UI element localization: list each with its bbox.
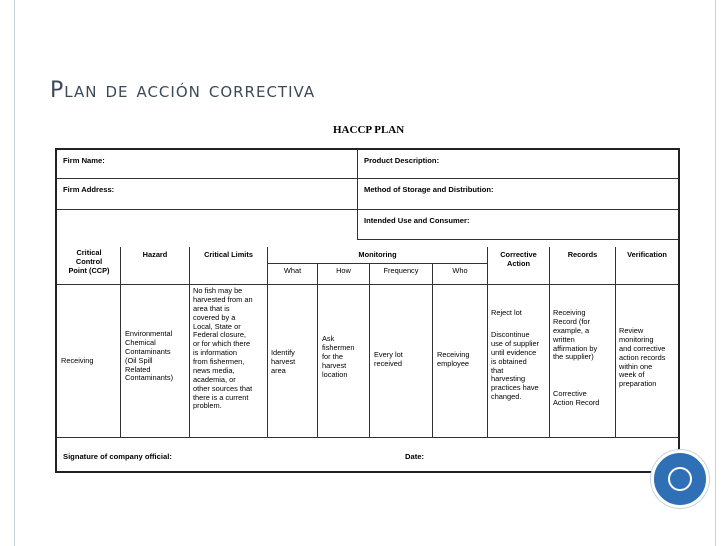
circle-ornament-icon bbox=[651, 450, 709, 508]
header-how: How bbox=[336, 266, 351, 275]
monitoring-divider bbox=[267, 263, 487, 264]
cell-critical-limits: No fish may be harvested from an area that is covered by a Local, State or Federal closure, or for which there is information from fishermen, news media, academia, or other sources that there is a current problem. bbox=[193, 286, 253, 411]
cell-who: Receiving employee bbox=[437, 350, 470, 368]
header-critical-limits: Critical Limits bbox=[204, 250, 253, 259]
col-divider bbox=[317, 263, 318, 437]
header-hazard: Hazard bbox=[142, 250, 168, 259]
product-description-label: Product Description: bbox=[364, 156, 440, 165]
cell-frequency: Every lot received bbox=[374, 350, 403, 368]
col-divider bbox=[120, 247, 121, 437]
col-divider bbox=[432, 263, 433, 437]
header-records: Records bbox=[567, 250, 598, 259]
cell-records-receiving: Receiving Record (for example, a written affirmation by the supplier) bbox=[553, 308, 598, 362]
col-divider bbox=[615, 247, 616, 437]
firm-name-label: Firm Name: bbox=[63, 156, 105, 165]
slide-title: Plan de acción correctiva bbox=[50, 78, 316, 103]
date-label: Date: bbox=[405, 452, 424, 461]
cell-verification: Review monitoring and corrective action records within one week of preparation bbox=[619, 326, 666, 389]
col-divider bbox=[189, 247, 190, 437]
header-corrective-action: Corrective Action bbox=[500, 250, 537, 268]
storage-distribution-label: Method of Storage and Distribution: bbox=[364, 185, 494, 194]
col-divider bbox=[487, 247, 488, 437]
cell-what: Identify harvest area bbox=[271, 348, 296, 375]
cell-how: Ask fishermen for the harvest location bbox=[322, 334, 355, 379]
header-who: Who bbox=[452, 266, 468, 275]
document-title: HACCP PLAN bbox=[333, 124, 405, 136]
cell-records-corrective: Corrective Action Record bbox=[553, 389, 600, 407]
col-divider bbox=[549, 247, 550, 437]
row-divider bbox=[357, 239, 678, 240]
intended-use-label: Intended Use and Consumer: bbox=[364, 216, 470, 225]
row-divider bbox=[57, 284, 678, 285]
col-divider bbox=[369, 263, 370, 437]
cell-corrective-action-discontinue: Discontinue use of supplier until evidence is obtained that harvesting practices have changed. bbox=[491, 330, 540, 402]
cell-corrective-action-reject: Reject lot bbox=[491, 308, 522, 317]
field-divider bbox=[357, 150, 358, 239]
header-what: What bbox=[283, 266, 302, 275]
header-monitoring: Monitoring bbox=[358, 250, 397, 259]
header-verification: Verification bbox=[627, 250, 667, 259]
row-divider bbox=[57, 178, 678, 179]
row-divider bbox=[57, 209, 678, 210]
row-divider bbox=[57, 437, 678, 438]
haccp-plan-table bbox=[55, 148, 680, 473]
header-frequency: Frequency bbox=[383, 266, 419, 275]
firm-address-label: Firm Address: bbox=[63, 185, 115, 194]
signature-label: Signature of company official: bbox=[63, 452, 172, 461]
header-ccp: Critical Control Point (CCP) bbox=[68, 248, 110, 275]
cell-hazard: Environmental Chemical Contaminants (Oil Spill Related Contaminants) bbox=[125, 329, 174, 383]
cell-ccp: Receiving bbox=[61, 356, 94, 365]
